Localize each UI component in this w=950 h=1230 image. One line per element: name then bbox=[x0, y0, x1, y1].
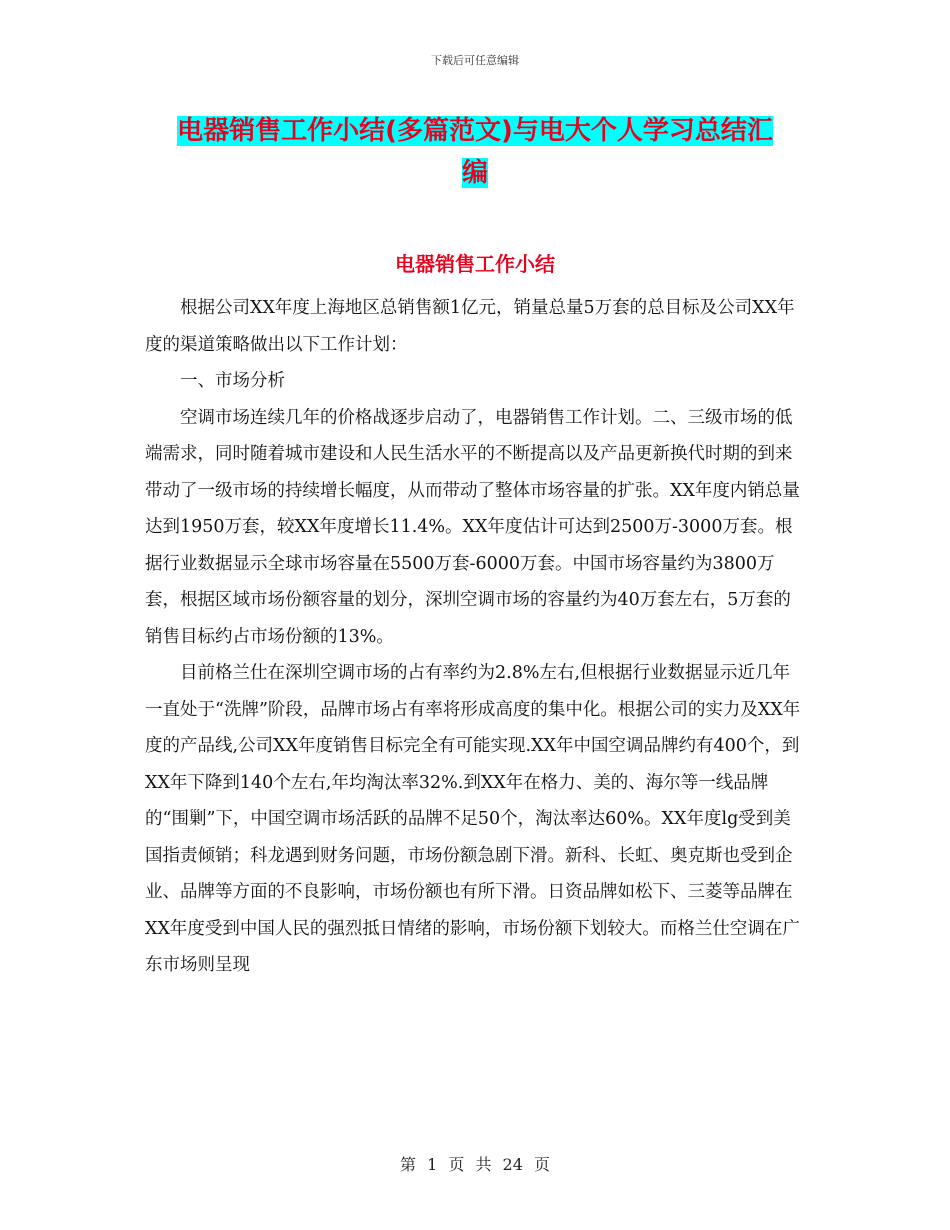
paragraph-heading-market-analysis: 一、市场分析 bbox=[180, 371, 285, 391]
paragraph-brand-analysis: 目前格兰仕在深圳空调市场的占有率约为2.8%左右,但根据行业数据显示近几年一直处于“洗牌”阶段，品牌市场占有率将形成高度的集中化。根据公司的实力及XX年度的产品线,公司XX年度销售目标完全有可能实现.XX年中国空调品牌约有400个，到XX年下降到140个左右,年均淘汰率32%.到XX年在格力、美的、海尔等一线品牌的“围剿”下，中国空调市场活跃的品牌不足50个，淘汰率达60%。XX年度lg受到美国指责倾销；科龙遇到财务问题，市场份额急剧下滑。新科、长虹、奥克斯也受到企业、品牌等方面的不良影响，市场份额也有所下滑。日资品牌如松下、三菱等品牌在XX年度受到中国人民的强烈抵日情绪的影响，市场份额下划较大。而格兰仕空调在广东市场则呈现 bbox=[145, 663, 801, 975]
section-title: 电器销售工作小结 bbox=[395, 252, 555, 276]
page-header: 下载后可任意编辑 bbox=[431, 54, 519, 67]
document-title bbox=[120, 110, 830, 194]
paragraph-market-overview: 空调市场连续几年的价格战逐步启动了，电器销售工作计划。二、三级市场的低端需求，同时随着城市建设和人民生活水平的不断提高以及产品更新换代时期的到来带动了一级市场的持续增长幅度，从而带动了整体市场容量的扩张。XX年度内销总量达到1950万套，较XX年度增长11.4%。XX年度估计可达到2500万-3000万套。根据行业数据显示全球市场容量在5500万套-6000万套。中国市场容量约为3800万套，根据区域市场份额容量的划分，深圳空调市场的容量约为40万套左右，5万套的销售目标约占市场份额的13%。 bbox=[145, 407, 800, 647]
title-line-2: 编 bbox=[461, 158, 488, 188]
body-text bbox=[145, 290, 805, 984]
title-line-1: 电器销售工作小结(多篇范文)与电大个人学习总结汇 bbox=[177, 116, 773, 146]
paragraph-intro: 根据公司XX年度上海地区总销售额1亿元，销量总量5万套的总目标及公司XX年度的渠道策略做出以下工作计划： bbox=[145, 298, 795, 355]
page-footer: 第 1 页 共 24 页 bbox=[400, 1155, 550, 1174]
